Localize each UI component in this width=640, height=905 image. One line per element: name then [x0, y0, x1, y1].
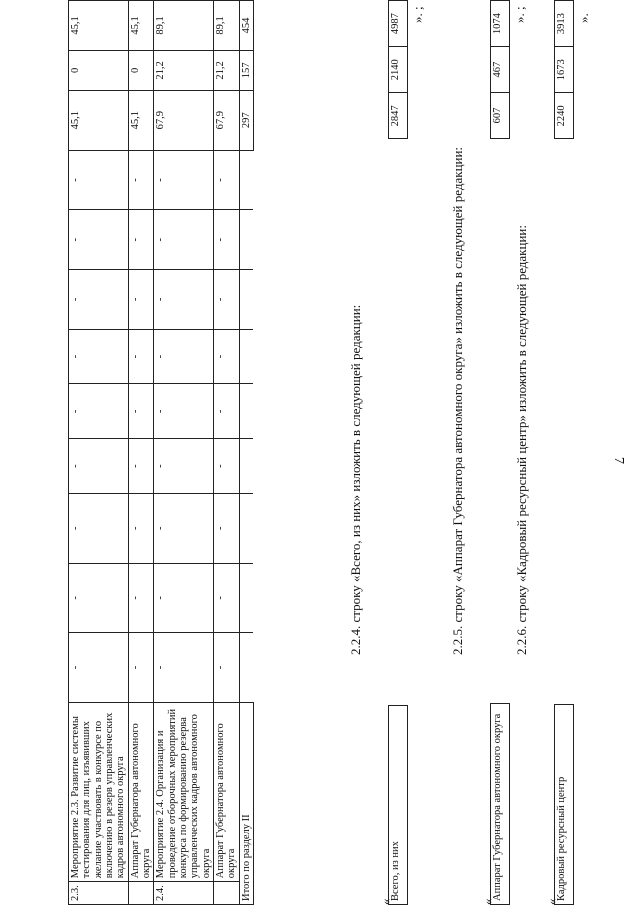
- table-row: [128, 1, 154, 905]
- row-value: -: [69, 493, 129, 563]
- row-value: -: [128, 439, 154, 494]
- section-table: [554, 0, 574, 905]
- row-name: Аппарат Губернатора автономного округа: [128, 702, 154, 881]
- row-value: 45,1: [69, 90, 129, 150]
- row-value: -: [213, 439, 239, 494]
- row-value: -: [69, 563, 129, 633]
- empty-cell: [239, 210, 253, 270]
- section-value: 2240: [555, 93, 574, 139]
- budget-table: [68, 0, 254, 905]
- row-value: 0: [69, 50, 129, 90]
- section-value: 467: [491, 47, 510, 93]
- section-value: 1673: [555, 47, 574, 93]
- empty-cell: [555, 139, 574, 704]
- close-quote: ».: [410, 13, 425, 23]
- row-value: -: [154, 633, 214, 703]
- semicolon: ;: [410, 6, 425, 10]
- row-value: 0: [128, 50, 154, 90]
- row-value: -: [213, 270, 239, 330]
- row-value: 89,1: [213, 1, 239, 51]
- section-heading: 2.2.5. строку «Аппарат Губернатора автономного округа» изложить в следующей редакции:: [450, 146, 465, 655]
- section-value: 3913: [555, 1, 574, 47]
- row-value: -: [213, 329, 239, 384]
- empty-cell: [239, 633, 253, 703]
- row-value: -: [69, 439, 129, 494]
- row-value: 45,1: [69, 1, 129, 51]
- row-value: -: [154, 439, 214, 494]
- row-value: -: [154, 270, 214, 330]
- section-value: 2847: [389, 93, 408, 139]
- row-number: 2.3.: [69, 882, 129, 905]
- section-table: [490, 0, 510, 905]
- row-value: -: [154, 329, 214, 384]
- row-value: -: [128, 384, 154, 439]
- row-number: 2.4.: [154, 882, 214, 905]
- semicolon: ;: [512, 6, 527, 10]
- empty-cell: [239, 384, 253, 439]
- row-value: -: [154, 493, 214, 563]
- row-value: -: [213, 150, 239, 210]
- section-heading: 2.2.4. строку «Всего, из них» изложить в следующей редакции:: [348, 304, 363, 655]
- row-name: Мероприятие 2.3. Развитие системы тестирования для лиц, изъявивших желание участвовать в конкурсе по включению в резерв управленческих кадров автономного округа: [69, 702, 129, 881]
- row-value: 21,2: [154, 50, 214, 90]
- section-label: Всего, из них: [389, 705, 408, 904]
- open-quote: «: [544, 898, 559, 905]
- row-number: [128, 882, 154, 905]
- row-value: -: [128, 633, 154, 703]
- section-value: 1074: [491, 1, 510, 47]
- total-row: [239, 1, 253, 905]
- row-value: -: [128, 270, 154, 330]
- empty-cell: [389, 139, 408, 705]
- row-value: -: [154, 150, 214, 210]
- row-value: -: [128, 210, 154, 270]
- row-value: -: [213, 633, 239, 703]
- total-value: 157: [239, 50, 253, 90]
- row-value: 67,9: [154, 90, 214, 150]
- section-heading: 2.2.6. строку «Кадровый ресурсный центр» изложить в следующей редакции:: [514, 225, 529, 655]
- row-value: -: [128, 563, 154, 633]
- empty-cell: [239, 563, 253, 633]
- row-value: 89,1: [154, 1, 214, 51]
- table-row: [213, 1, 239, 905]
- total-label: Итого по разделу II: [239, 702, 253, 904]
- page-number: 7: [611, 457, 626, 464]
- row-value: 67,9: [213, 90, 239, 150]
- row-value: -: [213, 210, 239, 270]
- row-number: [213, 882, 239, 905]
- row-value: -: [69, 329, 129, 384]
- row-value: -: [154, 384, 214, 439]
- row-value: -: [69, 210, 129, 270]
- row-value: -: [128, 150, 154, 210]
- section-label: Кадровый ресурсный центр: [555, 704, 574, 904]
- row-value: -: [128, 493, 154, 563]
- table-row: [154, 1, 214, 905]
- section-value: 2140: [389, 47, 408, 93]
- section-value: 607: [491, 93, 510, 139]
- total-value: 297: [239, 90, 253, 150]
- row-value: -: [69, 150, 129, 210]
- empty-cell: [239, 270, 253, 330]
- empty-cell: [491, 138, 510, 704]
- empty-cell: [239, 150, 253, 210]
- table-row: [69, 1, 129, 905]
- empty-cell: [239, 493, 253, 563]
- close-quote: ».: [576, 13, 591, 23]
- section-value: 4987: [389, 1, 408, 47]
- row-value: -: [128, 329, 154, 384]
- row-value: -: [213, 493, 239, 563]
- total-value: 454: [239, 1, 253, 51]
- section-label: Аппарат Губернатора автономного округа: [491, 704, 510, 905]
- open-quote: «: [378, 898, 393, 905]
- empty-cell: [239, 439, 253, 494]
- section-table: [388, 0, 408, 905]
- row-value: -: [154, 210, 214, 270]
- row-name: Мероприятие 2.4. Организация и проведение отборочных мероприятий конкурса по формированию резерва управленческих кадров автономного округа: [154, 702, 214, 881]
- row-value: 45,1: [128, 90, 154, 150]
- row-value: -: [69, 384, 129, 439]
- close-quote: ».: [512, 13, 527, 23]
- row-value: -: [213, 563, 239, 633]
- row-name: Аппарат Губернатора автономного округа: [213, 702, 239, 881]
- row-value: 21,2: [213, 50, 239, 90]
- row-value: -: [69, 633, 129, 703]
- row-value: -: [69, 270, 129, 330]
- open-quote: «: [480, 898, 495, 905]
- row-value: -: [213, 384, 239, 439]
- row-value: -: [154, 563, 214, 633]
- empty-cell: [239, 329, 253, 384]
- row-value: 45,1: [128, 1, 154, 51]
